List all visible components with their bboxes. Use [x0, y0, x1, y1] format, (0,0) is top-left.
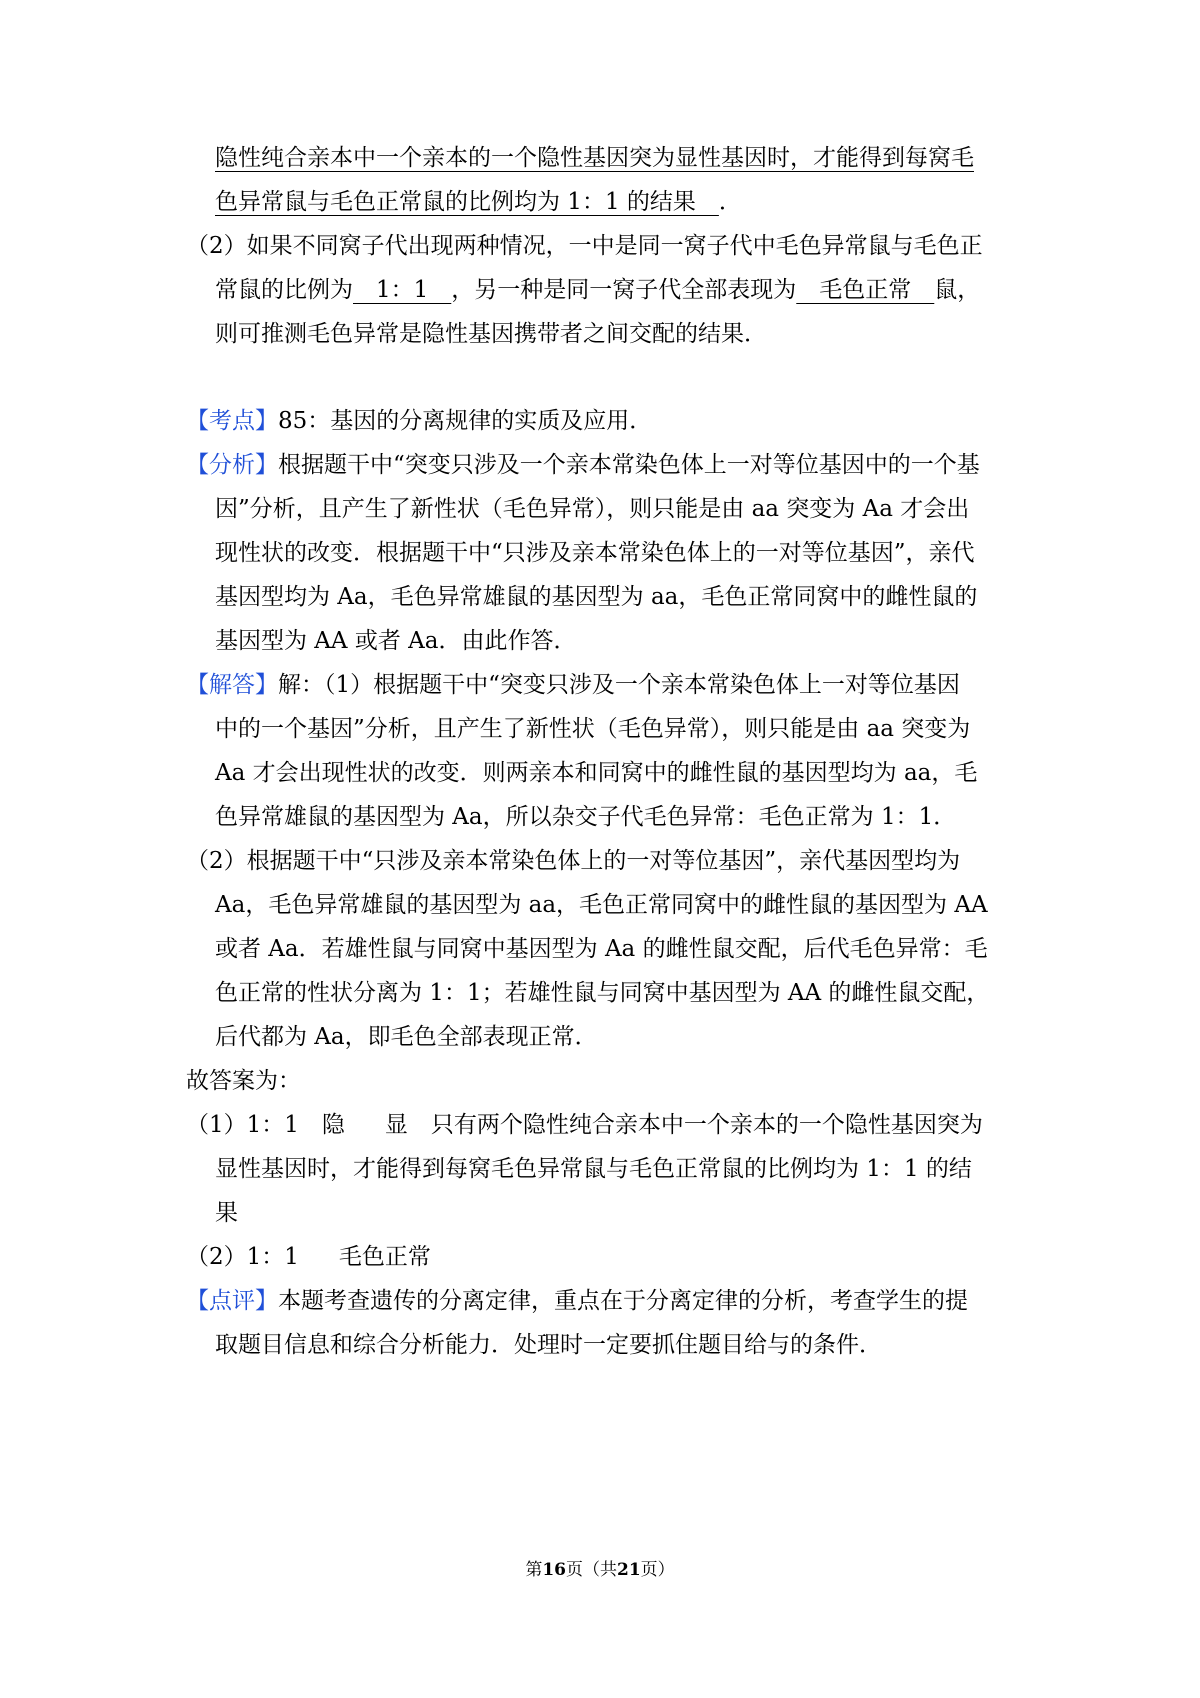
jieda-line [186, 837, 1030, 885]
answer-1-line [215, 1189, 1030, 1237]
answer-1-line [186, 1101, 1030, 1149]
jieda-text: 或者 Aa．若雄性鼠与同窝中基因型为 Aa 的雌性鼠交配，后代毛色异常：毛 [215, 936, 988, 962]
kaodian-section [186, 397, 1030, 445]
text-line [215, 134, 1030, 182]
jieda-text: （2）根据题干中“只涉及亲本常染色体上的一对等位基因”，亲代基因型均为 [186, 848, 961, 874]
answer-2-line [186, 1233, 1030, 1281]
answer-text: （2）1：1 [186, 1244, 299, 1270]
answer-text: 果 [215, 1200, 238, 1226]
answer-blank-1: 1：1 [353, 277, 452, 303]
jieda-line [215, 881, 1030, 929]
dianping-line [215, 1321, 1030, 1369]
footer-text: 页（共 [566, 1560, 617, 1580]
kaodian-text: 85：基因的分离规律的实质及应用． [278, 408, 653, 434]
text-line [215, 178, 1030, 226]
jieda-line [215, 749, 1030, 797]
jieda-line [215, 1013, 1030, 1061]
jieda-section [186, 661, 1030, 709]
underlined-answer: 色异常鼠与毛色正常鼠的比例均为 1：1 的结果 [215, 189, 719, 215]
jieda-text: Aa 才会出现性状的改变．则两亲本和同窝中的雌性鼠的基因型均为 aa，毛 [215, 760, 978, 786]
page-number: 16 [542, 1560, 566, 1580]
question-text: 鼠， [934, 277, 981, 303]
answer-intro-text: 故答案为： [186, 1068, 301, 1094]
jieda-text: 解：（1）根据题干中“突变只涉及一个亲本常染色体上一对等位基因 [278, 672, 960, 698]
answer-blank-2: 毛色正常 [796, 277, 935, 303]
answer-text: 显性基因时，才能得到每窝毛色异常鼠与毛色正常鼠的比例均为 1：1 的结 [215, 1156, 972, 1182]
question-text: 常鼠的比例为 [215, 277, 353, 303]
fenxi-text: 基因型均为 Aa，毛色异常雄鼠的基因型为 aa，毛色正常同窝中的雌性鼠的 [215, 584, 978, 610]
jieda-text: 中的一个基因”分析，且产生了新性状（毛色异常），则只能是由 aa 突变为 [215, 716, 971, 742]
jieda-line [215, 969, 1030, 1017]
jieda-text: 色异常雄鼠的基因型为 Aa，所以杂交子代毛色异常：毛色正常为 1：1． [215, 804, 957, 830]
underlined-answer: 隐性纯合亲本中一个亲本的一个隐性基因突为显性基因时，才能得到每窝毛 [215, 145, 974, 171]
fenxi-line [215, 485, 1030, 533]
fenxi-line [215, 529, 1030, 577]
answer-text: 毛色正常 [338, 1244, 431, 1270]
fenxi-tag: 【分析】 [186, 452, 278, 478]
question-2-line [215, 266, 1030, 314]
question-2-line [215, 310, 1030, 358]
question-2-line [186, 222, 1030, 270]
answer-text: （1）1：1 隐 [186, 1112, 345, 1138]
fenxi-line [215, 573, 1030, 621]
jieda-line [215, 793, 1030, 841]
fenxi-text: 根据题干中“突变只涉及一个亲本常染色体上一对等位基因中的一个基 [278, 452, 980, 478]
dianping-text: 取题目信息和综合分析能力．处理时一定要抓住题目给与的条件． [215, 1332, 882, 1358]
total-pages: 21 [617, 1560, 641, 1580]
dianping-section [186, 1277, 1030, 1325]
question-text: 则可推测毛色异常是隐性基因携带者之间交配的结果． [215, 321, 767, 347]
jieda-text: 后代都为 Aa，即毛色全部表现正常． [215, 1024, 598, 1050]
dianping-tag: 【点评】 [186, 1288, 278, 1314]
footer-text: 页） [640, 1560, 675, 1580]
answer-text: 显 只有两个隐性纯合亲本中一个亲本的一个隐性基因突为 [384, 1112, 983, 1138]
answer-intro [186, 1057, 1030, 1105]
question-text: ，另一种是同一窝子代全部表现为 [451, 277, 797, 303]
fenxi-line [215, 617, 1030, 665]
jieda-line [215, 925, 1030, 973]
fenxi-text: 现性状的改变．根据题干中“只涉及亲本常染色体上的一对等位基因”，亲代 [215, 540, 975, 566]
footer-text: 第 [525, 1560, 543, 1580]
page-footer [0, 1555, 1200, 1580]
question-text: （2）如果不同窝子代出现两种情况，一中是同一窝子代中毛色异常鼠与毛色正 [186, 233, 983, 259]
jieda-line [215, 705, 1030, 753]
punctuation: ． [718, 189, 742, 215]
fenxi-section [186, 441, 1030, 489]
kaodian-tag: 【考点】 [186, 408, 278, 434]
jieda-text: Aa，毛色异常雄鼠的基因型为 aa，毛色正常同窝中的雌性鼠的基因型为 AA [215, 892, 988, 918]
jieda-text: 色正常的性状分离为 1：1；若雄性鼠与同窝中基因型为 AA 的雌性鼠交配， [215, 980, 990, 1006]
dianping-text: 本题考查遗传的分离定律，重点在于分离定律的分析，考查学生的提 [278, 1288, 968, 1314]
fenxi-text: 基因型为 AA 或者 Aa．由此作答． [215, 628, 577, 654]
answer-1-line [215, 1145, 1030, 1193]
fenxi-text: 因”分析，且产生了新性状（毛色异常），则只能是由 aa 突变为 Aa 才会出 [215, 496, 970, 522]
jieda-tag: 【解答】 [186, 672, 278, 698]
